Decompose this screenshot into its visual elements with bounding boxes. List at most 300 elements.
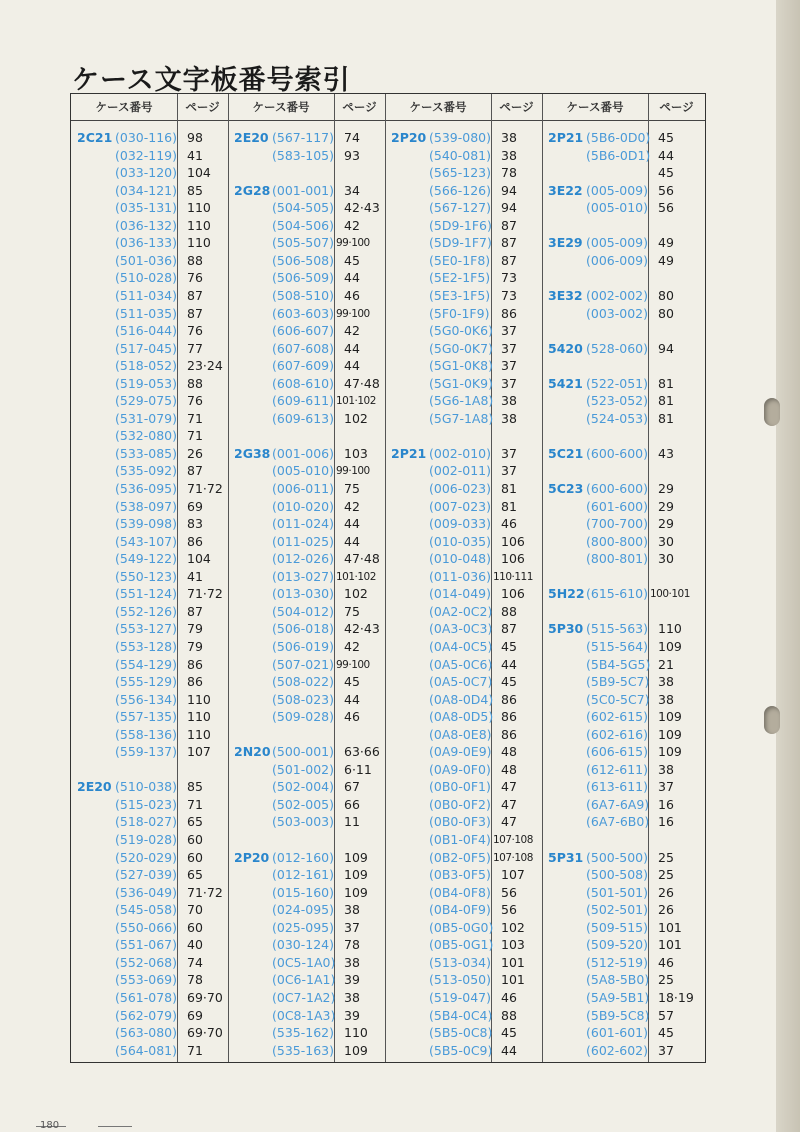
page-ref: 75 [344, 481, 360, 496]
case-code: (531-079) [115, 410, 177, 426]
case-code: (567-117) [272, 130, 334, 145]
case-code: (512-519) [586, 954, 648, 970]
index-row [542, 339, 705, 359]
page-ref: 100·101 [650, 588, 690, 601]
page-ref: 38 [658, 674, 674, 690]
case-code: (502-004) [272, 779, 334, 795]
case-code: (606-615) [586, 744, 648, 760]
case-code: (6A7-6A9) [586, 796, 650, 812]
case-code: (800-801) [586, 551, 648, 567]
page-ref: 37 [501, 340, 517, 356]
case-code: (0A8-0D4) [429, 691, 494, 707]
header-case-number: ケース番号 [95, 100, 153, 114]
page-ref: 94 [501, 182, 517, 198]
index-row [228, 409, 385, 429]
page-ref: 46 [344, 287, 360, 303]
case-code: (5D9-1F6) [429, 217, 492, 233]
page-ref: 81 [658, 375, 674, 391]
page-ref: 106 [501, 551, 525, 567]
page-ref: 99·100 [336, 307, 370, 320]
case-code: (0B0-0F3) [429, 814, 491, 830]
page-ref: 67 [344, 779, 360, 795]
page-ref: 110 [187, 235, 211, 251]
page-ref: 71·72 [187, 586, 223, 602]
page-ref: 79 [187, 621, 203, 637]
page-ref: 43 [658, 445, 674, 461]
case-series: 2E20 [234, 130, 269, 145]
case-code: (0B0-0F1) [429, 779, 491, 795]
page-ref: 48 [501, 761, 517, 777]
case-code: (5E0-1F8) [429, 252, 491, 268]
page-ref: 47 [501, 814, 517, 830]
case-code: (5C0-5C7) [586, 691, 650, 707]
page-ref: 38 [501, 147, 517, 163]
case-series: 3E22 [548, 182, 583, 198]
case-code: (543-107) [115, 533, 177, 549]
page-ref: 109 [344, 849, 368, 865]
case-code: (5A9-5B1) [586, 989, 650, 1005]
page-ref: 44 [501, 1042, 517, 1058]
page-number: 180 [40, 1120, 60, 1131]
case-code: (513-034) [429, 954, 491, 970]
case-code: (539-080) [429, 130, 491, 145]
page-ref: 25 [658, 972, 674, 988]
page-ref: 102 [501, 919, 525, 935]
page-ref: 73 [501, 270, 517, 286]
page-ref: 25 [658, 867, 674, 883]
case-code: (034-121) [115, 182, 177, 198]
case-code: (551-124) [115, 586, 177, 602]
case-code: (607-608) [272, 340, 334, 356]
case-code: (509-028) [272, 709, 334, 725]
case-code: (0A8-0D5) [429, 709, 494, 725]
case-code: (5A8-5B0) [586, 972, 650, 988]
case-code: (600-600) [586, 481, 648, 496]
page-ref: 86 [501, 726, 517, 742]
header-page: ページ [659, 100, 694, 114]
case-code: (508-510) [272, 287, 334, 303]
page-ref: 71 [187, 796, 203, 812]
index-row [228, 707, 385, 727]
case-code: (0B5-0G0) [429, 919, 494, 935]
page-ref: 56 [501, 884, 517, 900]
case-code: (602-602) [586, 1042, 648, 1058]
page-ref: 86 [187, 674, 203, 690]
page-ref: 44 [344, 270, 360, 286]
page-ref: 99·100 [336, 658, 370, 671]
page-ref: 87 [187, 463, 203, 479]
page-ref: 101 [501, 972, 525, 988]
page-ref: 71·72 [187, 481, 223, 496]
case-code: (553-069) [115, 972, 177, 988]
page-ref: 29 [658, 516, 674, 532]
page-ref: 42 [344, 217, 360, 233]
case-code: (0A9-0F0) [429, 761, 491, 777]
page-ref: 21 [658, 656, 674, 672]
page-ref: 44 [501, 656, 517, 672]
case-code: (563-080) [115, 1025, 177, 1041]
case-code: (601-600) [586, 498, 648, 514]
case-code: (006-011) [272, 481, 334, 496]
case-code: (609-613) [272, 410, 334, 426]
page-ref: 49 [658, 252, 674, 268]
case-code: (5B5-0C8) [429, 1025, 493, 1041]
page-ref: 87 [501, 235, 517, 251]
page-ref: 86 [187, 656, 203, 672]
case-code: (538-097) [115, 498, 177, 514]
index-row [542, 444, 705, 464]
page-ref: 99·100 [336, 237, 370, 250]
case-code: (524-053) [586, 410, 648, 426]
case-series: 2P20 [234, 849, 270, 865]
case-code: (015-160) [272, 884, 334, 900]
page-ref: 106 [501, 586, 525, 602]
case-code: (005-010) [586, 200, 648, 216]
case-code: (519-028) [115, 832, 177, 847]
page-ref: 69 [187, 498, 203, 514]
case-code: (700-700) [586, 516, 648, 532]
case-code: (001-001) [272, 182, 334, 198]
case-code: (503-003) [272, 814, 334, 830]
case-code: (520-029) [115, 849, 177, 865]
page-ref: 69·70 [187, 989, 223, 1005]
case-code: (550-066) [115, 919, 177, 935]
page-ref: 11 [344, 814, 360, 830]
page-ref: 88 [501, 603, 517, 619]
case-code: (502-005) [272, 796, 334, 812]
page-ref: 107 [187, 744, 211, 760]
case-code: (006-023) [429, 481, 491, 496]
page-ref: 78 [501, 165, 517, 181]
page-ref: 110 [187, 217, 211, 233]
page-ref: 94 [501, 200, 517, 216]
case-code: (030-116) [115, 130, 177, 145]
page-ref: 30 [658, 533, 674, 549]
page-ref: 37 [658, 779, 674, 795]
case-code: (013-030) [272, 586, 334, 602]
page-ref: 110·111 [493, 570, 533, 583]
page-ref: 45 [658, 1025, 674, 1041]
case-code: (518-027) [115, 814, 177, 830]
page-ref: 75 [344, 603, 360, 619]
page-ref: 106 [501, 533, 525, 549]
page-ref: 44 [344, 533, 360, 549]
page-ref: 38 [658, 761, 674, 777]
page-ref: 39 [344, 1007, 360, 1023]
case-code: (005-009) [586, 235, 648, 251]
index-row [542, 251, 705, 271]
case-code: (550-123) [115, 568, 177, 584]
case-code: (519-053) [115, 375, 177, 391]
page-ref: 87 [187, 305, 203, 321]
case-code: (501-036) [115, 252, 177, 268]
case-code: (5F0-1F9) [429, 305, 490, 321]
case-code: (602-615) [586, 709, 648, 725]
case-code: (511-035) [115, 305, 177, 321]
page-ref: 37 [501, 375, 517, 391]
page-ref: 42 [344, 638, 360, 654]
case-code: (500-001) [272, 744, 334, 760]
case-code: (0C6-1A1) [272, 972, 336, 988]
page-ref: 81 [501, 498, 517, 514]
case-code: (545-058) [115, 902, 177, 918]
page-ref: 87 [501, 252, 517, 268]
page-ref: 37 [501, 358, 517, 374]
page-ref: 73 [501, 287, 517, 303]
case-code: (0C8-1A3) [272, 1007, 336, 1023]
case-code: (522-051) [586, 375, 648, 391]
page-ref: 87 [501, 621, 517, 637]
case-code: (535-162) [272, 1025, 334, 1041]
case-code: (556-134) [115, 691, 177, 707]
index-row [542, 584, 705, 604]
case-series: 2E20 [77, 779, 112, 795]
case-code: (0A5-0C6) [429, 656, 493, 672]
case-code: (002-010) [429, 445, 491, 461]
case-series: 2P21 [391, 445, 427, 461]
case-code: (0B0-0F2) [429, 796, 491, 812]
page-ref: 44 [344, 516, 360, 532]
case-code: (5B9-5C7) [586, 674, 650, 690]
case-code: (5G0-0K6) [429, 323, 493, 339]
case-code: (549-122) [115, 551, 177, 567]
case-code: (509-515) [586, 919, 648, 935]
case-code: (0B1-0F4) [429, 832, 491, 847]
case-code: (564-081) [115, 1042, 177, 1058]
index-row [542, 409, 705, 429]
case-series: 2P21 [548, 130, 584, 145]
index-row [385, 409, 542, 429]
page-ref: 85 [187, 779, 203, 795]
page-ref: 109 [344, 867, 368, 883]
case-code: (5B9-5C8) [586, 1007, 650, 1023]
page-ref: 47 [501, 796, 517, 812]
case-code: (502-501) [586, 902, 648, 918]
page-title: ケース文字板番号索引 [72, 65, 351, 96]
page-ref: 110 [187, 726, 211, 742]
case-code: (612-611) [586, 761, 648, 777]
page-ref: 88 [187, 375, 203, 391]
case-code: (501-501) [586, 884, 648, 900]
page-ref: 45 [344, 674, 360, 690]
page-ref: 87 [187, 603, 203, 619]
case-series: 5P30 [548, 621, 584, 637]
page-ref: 26 [187, 445, 203, 461]
case-code: (504-012) [272, 603, 334, 619]
header-page: ページ [499, 100, 534, 114]
case-code: (561-078) [115, 989, 177, 1005]
case-code: (513-050) [429, 972, 491, 988]
case-code: (533-085) [115, 445, 177, 461]
page-ref: 101 [501, 954, 525, 970]
case-code: (602-616) [586, 726, 648, 742]
case-code: (0A4-0C5) [429, 638, 493, 654]
case-code: (035-131) [115, 200, 177, 216]
page-ref: 65 [187, 867, 203, 883]
case-code: (014-049) [429, 586, 491, 602]
case-code: (527-039) [115, 867, 177, 883]
case-code: (011-024) [272, 516, 334, 532]
case-code: (554-129) [115, 656, 177, 672]
index-row [228, 812, 385, 832]
case-code: (508-022) [272, 674, 334, 690]
page-ref: 79 [187, 638, 203, 654]
case-code: (523-052) [586, 393, 648, 409]
case-code: (5E3-1F5) [429, 287, 491, 303]
page-ref: 86 [501, 691, 517, 707]
case-code: (517-045) [115, 340, 177, 356]
index-table [70, 93, 706, 1063]
case-code: (603-603) [272, 305, 334, 321]
page-ref: 47 [501, 779, 517, 795]
page-ref: 60 [187, 832, 203, 847]
case-code: (511-034) [115, 287, 177, 303]
page-ref: 46 [658, 954, 674, 970]
case-code: (5G1-0K8) [429, 358, 493, 374]
case-code: (583-105) [272, 147, 334, 163]
case-code: (009-033) [429, 516, 491, 532]
page-ref: 45 [658, 130, 674, 145]
page-ref: 38 [344, 989, 360, 1005]
case-code: (609-611) [272, 393, 334, 409]
page-ref: 60 [187, 849, 203, 865]
page-ref: 98 [187, 130, 203, 145]
footer-rule [98, 1126, 132, 1127]
page-ref: 44 [344, 691, 360, 707]
page-ref: 110 [344, 1025, 368, 1041]
page-ref: 6·11 [344, 761, 372, 777]
page-ref: 46 [501, 989, 517, 1005]
page-ref: 80 [658, 287, 674, 303]
case-code: (566-126) [429, 182, 491, 198]
case-code: (012-161) [272, 867, 334, 883]
case-code: (005-010) [272, 463, 334, 479]
case-code: (011-036) [429, 568, 491, 584]
page-ref: 38 [658, 691, 674, 707]
page-edge [776, 0, 800, 1132]
page-ref: 16 [658, 796, 674, 812]
page-ref: 109 [658, 726, 682, 742]
page-ref: 70 [187, 902, 203, 918]
page-ref: 40 [187, 937, 203, 953]
case-code: (558-136) [115, 726, 177, 742]
page-ref: 18·19 [658, 989, 694, 1005]
index-row [542, 549, 705, 569]
case-code: (0B3-0F5) [429, 867, 491, 883]
page-ref: 104 [187, 165, 211, 181]
case-code: (5B4-0C4) [429, 1007, 493, 1023]
case-code: (5E2-1F5) [429, 270, 491, 286]
page-ref: 44 [658, 147, 674, 163]
page-ref: 39 [344, 972, 360, 988]
case-code: (509-520) [586, 937, 648, 953]
case-code: (555-129) [115, 674, 177, 690]
page-ref: 110 [187, 709, 211, 725]
index-row [542, 198, 705, 218]
case-code: (510-038) [115, 779, 177, 795]
case-code: (012-160) [272, 849, 334, 865]
case-code: (033-120) [115, 165, 177, 181]
page-ref: 47·48 [344, 551, 380, 567]
case-code: (0A9-0E9) [429, 744, 492, 760]
case-code: (505-507) [272, 235, 334, 251]
case-code: (535-163) [272, 1042, 334, 1058]
case-code: (518-052) [115, 358, 177, 374]
case-series: 2G38 [234, 445, 271, 461]
page-ref: 110 [187, 691, 211, 707]
case-code: (506-508) [272, 252, 334, 268]
page-ref: 38 [501, 393, 517, 409]
page-ref: 107·108 [493, 834, 533, 846]
case-code: (0A8-0E8) [429, 726, 492, 742]
index-row [228, 146, 385, 166]
page-ref: 76 [187, 393, 203, 409]
page-ref: 57 [658, 1007, 674, 1023]
page-ref: 34 [344, 182, 360, 198]
case-code: (607-609) [272, 358, 334, 374]
page-ref: 71·72 [187, 884, 223, 900]
page-ref: 45 [501, 1025, 517, 1041]
case-code: (5G1-0K9) [429, 375, 493, 391]
case-code: (613-611) [586, 779, 648, 795]
case-code: (036-132) [115, 217, 177, 233]
case-code: (600-600) [586, 445, 648, 461]
case-code: (500-500) [586, 849, 648, 865]
page-ref: 86 [501, 305, 517, 321]
page-ref: 80 [658, 305, 674, 321]
page-ref: 56 [658, 182, 674, 198]
index-row [542, 812, 705, 832]
case-code: (5B5-0C9) [429, 1042, 493, 1058]
page-ref: 74 [344, 130, 360, 145]
case-code: (515-563) [586, 621, 648, 637]
page-ref: 109 [658, 709, 682, 725]
page-ref: 65 [187, 814, 203, 830]
page-ref: 109 [344, 884, 368, 900]
page-ref: 101 [658, 919, 682, 935]
page-ref: 46 [501, 516, 517, 532]
case-code: (532-080) [115, 428, 177, 444]
page-ref: 109 [344, 1042, 368, 1058]
page-ref: 101·102 [336, 395, 376, 408]
case-code: (0A3-0C3) [429, 621, 493, 637]
page-ref: 37 [501, 323, 517, 339]
header-divider [71, 120, 705, 121]
index-row [542, 304, 705, 324]
case-code: (528-060) [586, 340, 648, 356]
case-code: (540-081) [429, 147, 491, 163]
page-ref: 38 [344, 902, 360, 918]
case-code: (0C7-1A2) [272, 989, 336, 1005]
case-code: (036-133) [115, 235, 177, 251]
page-ref: 109 [658, 638, 682, 654]
case-code: (557-135) [115, 709, 177, 725]
page-ref: 88 [187, 252, 203, 268]
page-ref: 101·102 [336, 570, 376, 583]
case-series: 2P20 [391, 130, 427, 145]
case-code: (539-098) [115, 516, 177, 532]
header-case-number: ケース番号 [409, 100, 467, 114]
page-ref: 76 [187, 270, 203, 286]
page-ref: 81 [658, 410, 674, 426]
header-case-number: ケース番号 [566, 100, 624, 114]
page-ref: 66 [344, 796, 360, 812]
case-code: (007-023) [429, 498, 491, 514]
case-code: (011-025) [272, 533, 334, 549]
case-code: (002-011) [429, 463, 491, 479]
case-code: (006-009) [586, 252, 648, 268]
page-ref: 49 [658, 235, 674, 251]
